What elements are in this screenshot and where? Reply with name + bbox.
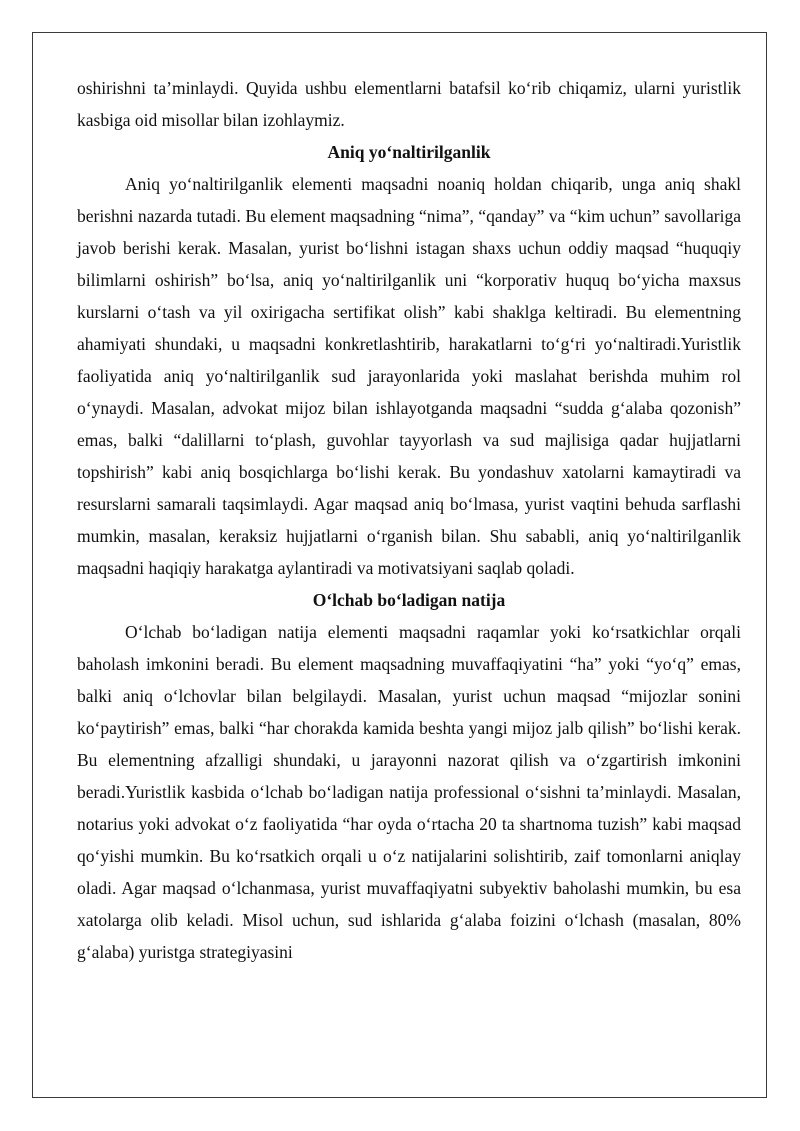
section-paragraph-olchab-boladigan-natija: O‘lchab bo‘ladigan natija elementi maqsadni raqamlar yoki ko‘rsatkichlar orqali baholash imkonini beradi. Bu element maqsadning muvaffaqiyatini “ha” yoki “yo‘q” emas, balki aniq o‘lchovlar bilan belgilaydi. Masalan, yurist uchun maqsad “mijozlar sonini ko‘paytirish” emas, balki “har chorakda kamida beshta yangi mijoz jalb qilish” bo‘lishi kerak. Bu elementning afzalligi shundaki, u jarayonni nazorat qilish va o‘zgartirish imkonini beradi.Yuristlik kasbida o‘lchab bo‘ladigan natija professional o‘sishni ta’minlaydi. Masalan, notarius yoki advokat o‘z faoliyatida “har oyda o‘rtacha 20 ta shartnoma tuzish” kabi maqsad qo‘yishi mumkin. Bu ko‘rsatkich orqali u o‘z natijalarini solishtirib, zaif tomonlarni aniqlay oladi. Agar maqsad o‘lchanmasa, yurist muvaffaqiyatni subyektiv baholashi mumkin, bu esa xatolarga olib keladi. Misol uchun, sud ishlarida g‘alaba foizini o‘lchash (masalan, 80% g‘alaba) yuristga strategiyasini <box>77 622 741 962</box>
document-body <box>77 72 741 968</box>
section-paragraph-aniq-yonaltirilganlik: Aniq yo‘naltirilganlik elementi maqsadni noaniq holdan chiqarib, unga aniq shakl berishni nazarda tutadi. Bu element maqsadning “nima”, “qanday” va “kim uchun” savollariga javob berishi kerak. Masalan, yurist bo‘lishni istagan shaxs uchun oddiy maqsad “huquqiy bilimlarni oshirish” bo‘lsa, aniq yo‘naltirilganlik uni “korporativ huquq bo‘yicha maxsus kurslarni o‘tash va yil oxirigacha sertifikat olish” kabi shaklga keltiradi. Bu elementning ahamiyati shundaki, u maqsadni konkretlashtirib, harakatlarni to‘g‘ri yo‘naltiradi.Yuristlik faoliyatida aniq yo‘naltirilganlik sud jarayonlarida yoki maslahat berishda muhim rol o‘ynaydi. Masalan, advokat mijoz bilan ishlayotganda maqsadni “sudda g‘alaba qozonish” emas, balki “dalillarni to‘plash, guvohlar tayyorlash va sud majlisiga qadar hujjatlarni topshirish” kabi aniq bosqichlarga bo‘lishi kerak. Bu yondashuv xatolarni kamaytiradi va resurslarni samarali taqsimlaydi. Agar maqsad aniq bo‘lmasa, yurist vaqtini behuda sarflashi mumkin, masalan, keraksiz hujjatlarni o‘rganish bilan. Shu sababli, aniq yo‘naltirilganlik maqsadni haqiqiy harakatga aylantiradi va motivatsiyani saqlab qoladi. <box>77 174 741 578</box>
section-heading-aniq-yonaltirilganlik: Aniq yo‘naltirilganlik <box>327 142 491 162</box>
intro-paragraph: oshirishni ta’minlaydi. Quyida ushbu elementlarni batafsil ko‘rib chiqamiz, ularni yuristlik kasbiga oid misollar bilan izohlaymiz. <box>77 78 741 130</box>
section-heading-olchab-boladigan-natija: O‘lchab bo‘ladigan natija <box>312 590 506 610</box>
